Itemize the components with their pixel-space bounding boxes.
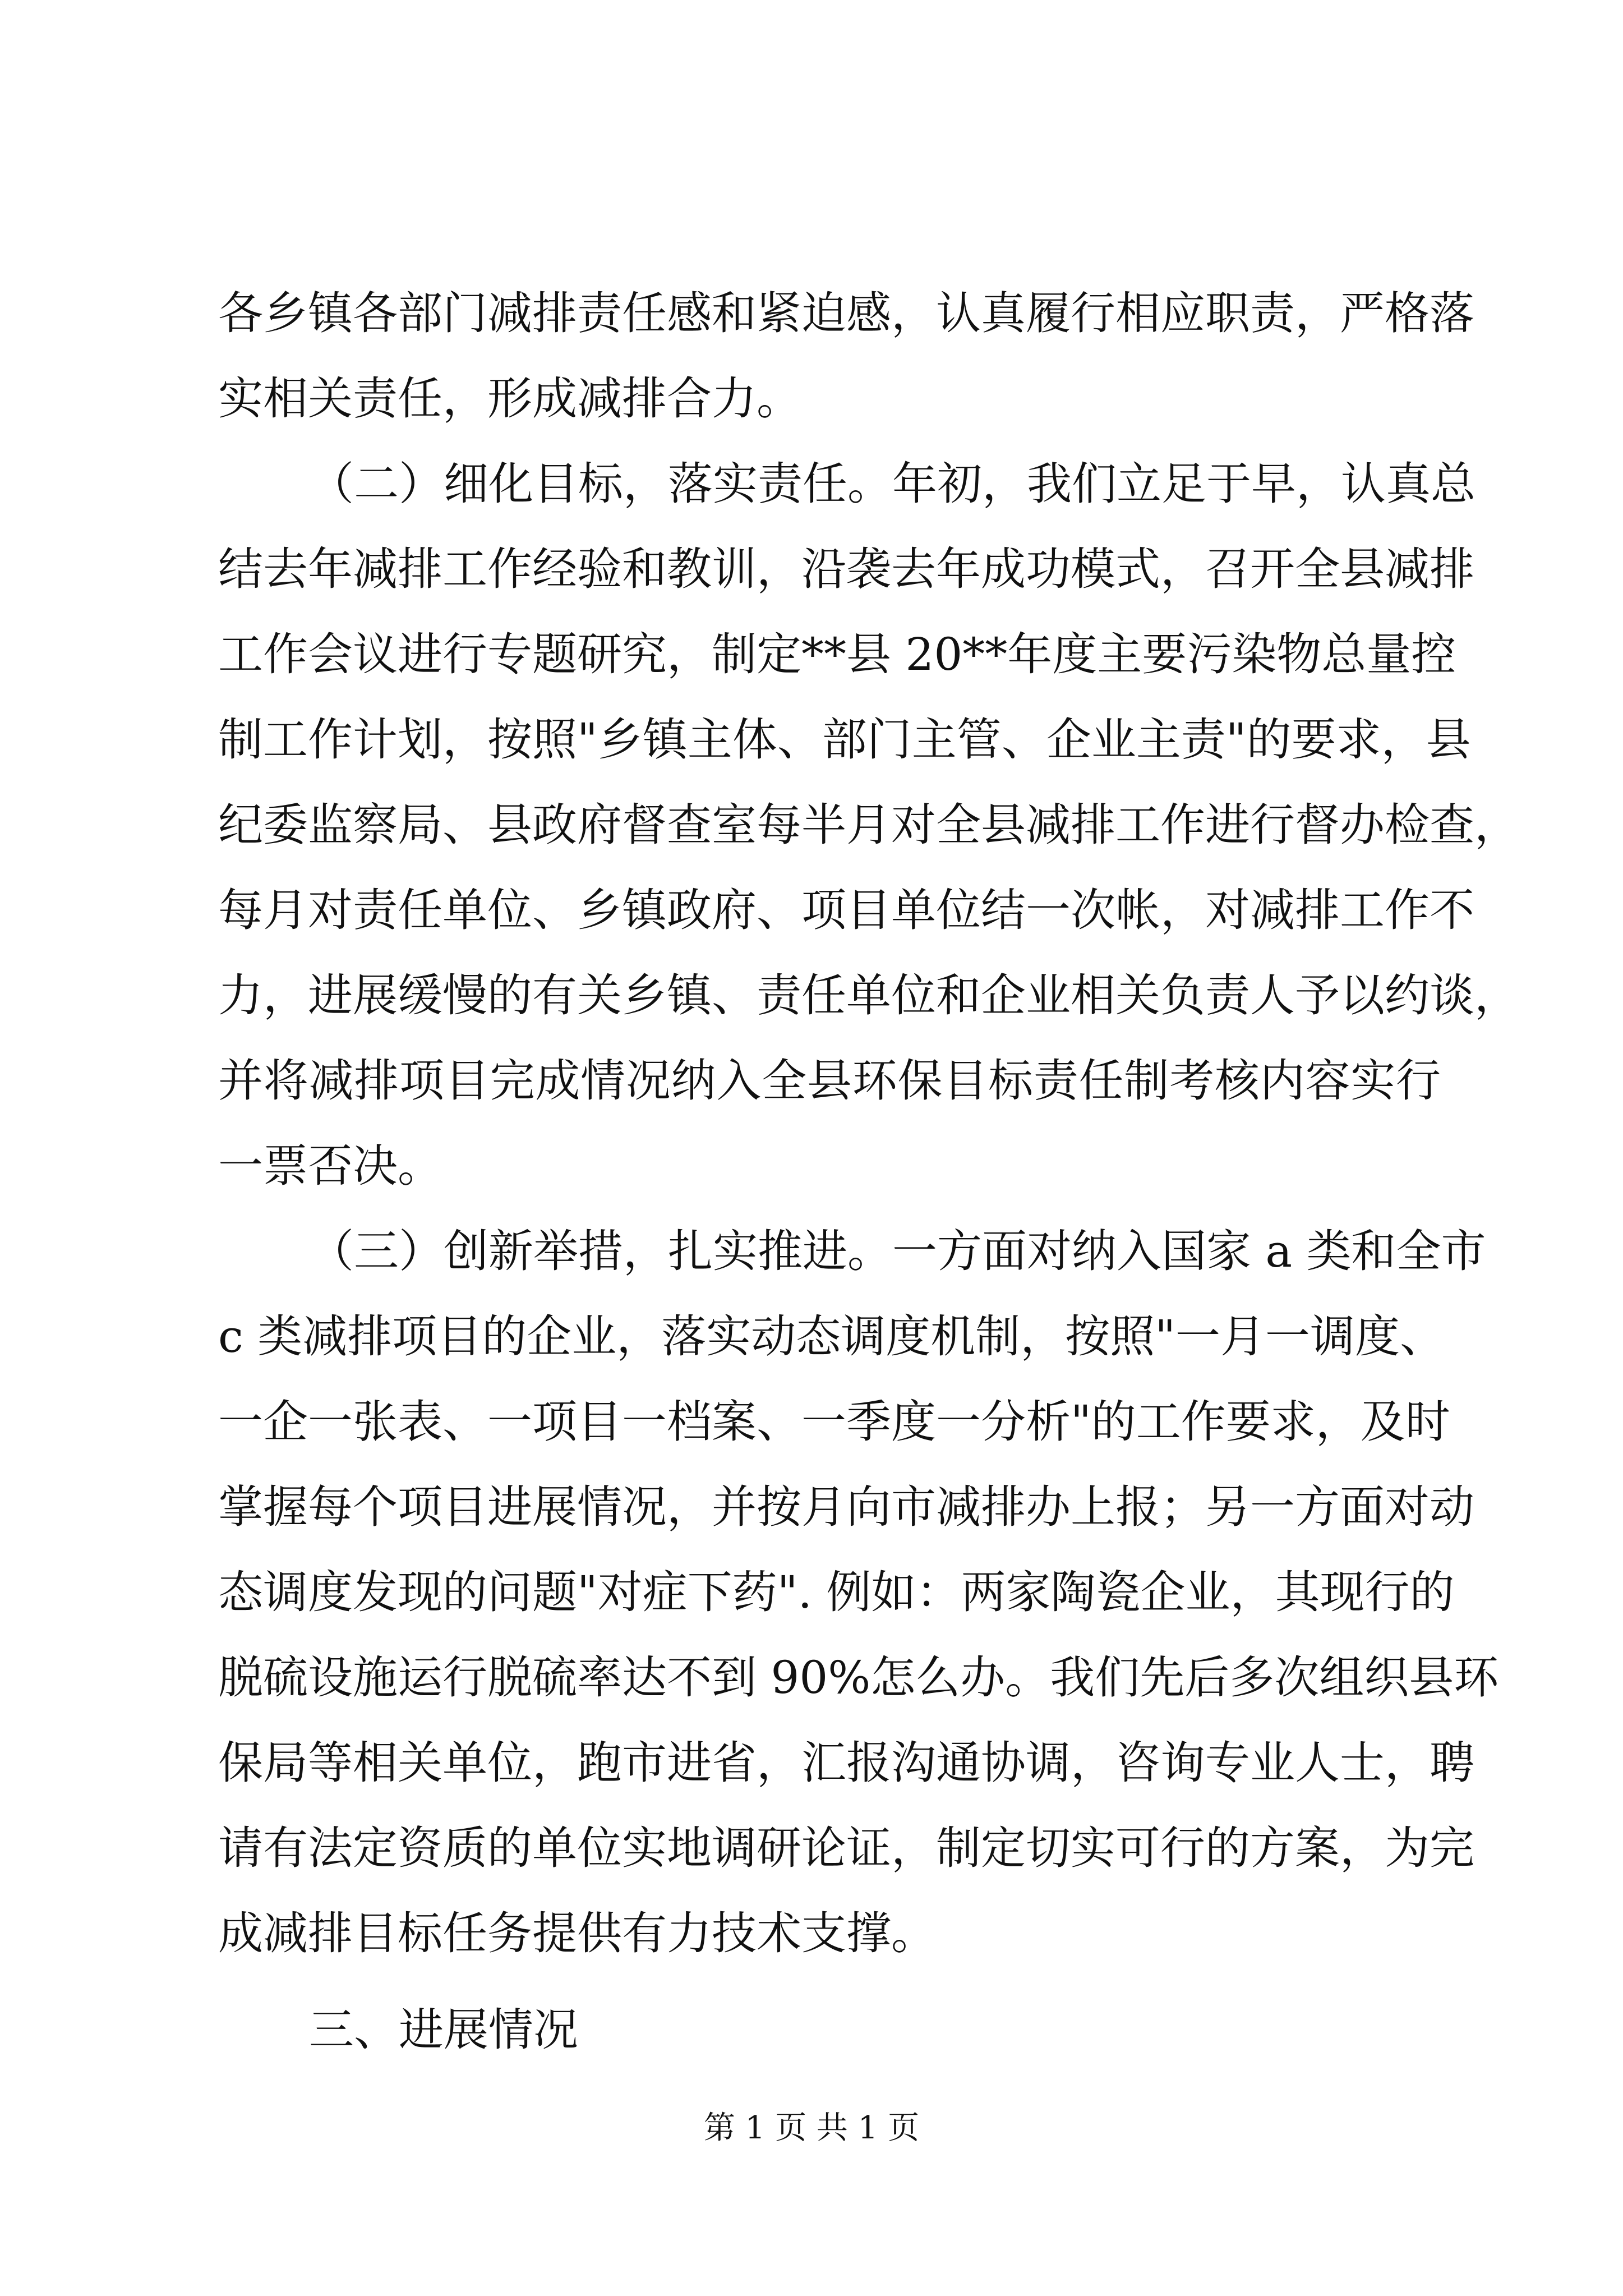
paragraph-line: 一企一张表、一项目一档案、一季度一分析"的工作要求，及时 xyxy=(218,1396,1450,1448)
paragraph-line: 态调度发现的问题"对症下药". 例如：两家陶瓷企业，其现行的 xyxy=(218,1566,1455,1618)
paragraph-line: 工作会议进行专题研究，制定**县 20**年度主要污染物总量控 xyxy=(218,628,1456,680)
paragraph-line: 脱硫设施运行脱硫率达不到 90%怎么办。我们先后多次组织县环 xyxy=(218,1651,1499,1704)
paragraph-line: （二）细化目标，落实责任。年初，我们立足于早，认真总 xyxy=(309,458,1476,510)
paragraph-line: 保局等相关单位，跑市进省，汇报沟通协调，咨询专业人士，聘 xyxy=(218,1737,1474,1789)
paragraph-line: 一票否决。 xyxy=(218,1140,442,1192)
paragraph-line: 掌握每个项目进展情况，并按月向市减排办上报；另一方面对动 xyxy=(218,1481,1474,1533)
paragraph-line: 力，进展缓慢的有关乡镇、责任单位和企业相关负责人予以约谈， xyxy=(218,969,1519,1022)
paragraph-line: 结去年减排工作经验和教训，沿袭去年成功模式，召开全县减排 xyxy=(218,543,1474,595)
paragraph-line: c 类减排项目的企业，落实动态调度机制，按照"一月一调度、 xyxy=(218,1310,1445,1363)
paragraph-line: （三）创新举措，扎实推进。一方面对纳入国家 a 类和全市 xyxy=(309,1225,1486,1277)
paragraph-line: 并将减排项目完成情况纳入全县环保目标责任制考核内容实行 xyxy=(218,1055,1441,1107)
paragraph-line: 纪委监察局、县政府督查室每半月对全县减排工作进行督办检查， xyxy=(218,799,1519,851)
paragraph-line: 请有法定资质的单位实地调研论证，制定切实可行的方案，为完 xyxy=(218,1822,1474,1874)
paragraph-line: 成减排目标任务提供有力技术支撑。 xyxy=(218,1907,936,1959)
paragraph-line: 每月对责任单位、乡镇政府、项目单位结一次帐，对减排工作不 xyxy=(218,884,1474,936)
paragraph-line: 各乡镇各部门减排责任感和紧迫感，认真履行相应职责，严格落 xyxy=(218,287,1474,339)
paragraph-line: 制工作计划，按照"乡镇主体、部门主管、企业主责"的要求，县 xyxy=(218,714,1471,766)
section-heading: 三、进展情况 xyxy=(309,2004,578,2056)
paragraph-line: 实相关责任，形成减排合力。 xyxy=(218,372,801,425)
page-number-footer: 第 1 页 共 1 页 xyxy=(703,2110,920,2146)
